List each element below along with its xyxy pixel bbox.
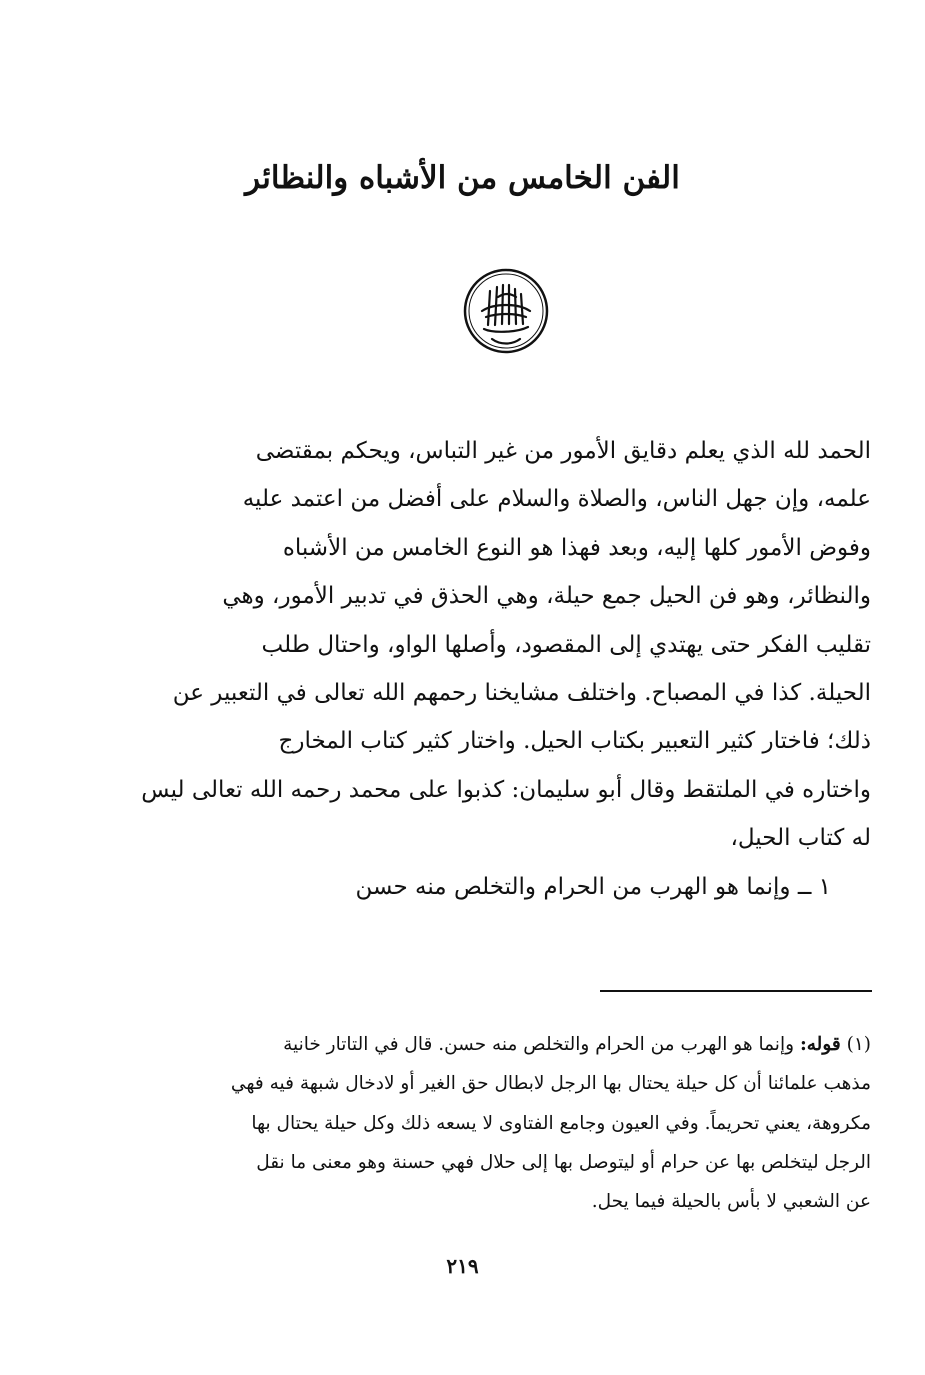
numbered-matn-line: ١ ــ وإنما هو الهرب من الحرام والتخلص منه حسن [355, 873, 831, 900]
chapter-title: الفن الخامس من الأشباه والنظائر [245, 160, 680, 196]
text-line: علمه، وإن جهل الناس، والصلاة والسلام على أفضل من اعتمد عليه [242, 486, 871, 513]
text-line: ذلك؛ فاختار كثير التعبير بكتاب الحيل. واختار كثير كتاب المخارج [278, 728, 871, 755]
footnote-line [128, 1025, 871, 1064]
footnote-marker: (١) [846, 1034, 871, 1055]
text-line: والنظائر، وهو فن الحيل جمع حيلة، وهي الحذق في تدبير الأمور، وهي [222, 583, 871, 610]
text-line: تقليب الفكر حتى يهتدي إلى المقصود، وأصلها الواو، واحتال طلب [261, 631, 871, 658]
footnote-line: مذهب علمائنا أن كل حيلة يحتال بها الرجل لابطال حق الغير أو لادخال شبهة فيه فهي [230, 1073, 871, 1095]
text-line: الحيلة. كذا في المصباح. واختلف مشايخنا رحمهم الله تعالى في التعبير عن [172, 679, 871, 706]
footnote-separator [600, 990, 872, 992]
basmala-calligraphy-seal [462, 267, 550, 355]
footnote-line: مكروهة، يعني تحريماً. وفي العيون وجامع الفتاوى لا يسعه ذلك وكل حيلة يحتال بها [251, 1112, 871, 1134]
footnote-lead: قوله: [799, 1034, 841, 1055]
footnote-text: وإنما هو الهرب من الحرام والتخلص منه حسن. قال في التاتار خانية [283, 1034, 795, 1055]
text-line: واختاره في الملتقط وقال أبو سليمان: كذبوا على محمد رحمه الله تعالى ليس [141, 776, 871, 803]
footnote-line: عن الشعبي لا بأس بالحيلة فيما يحل. [591, 1191, 871, 1213]
text-line: الحمد لله الذي يعلم دقايق الأمور من غير التباس، ويحكم بمقتضى [255, 438, 871, 464]
text-line: له كتاب الحيل، [730, 825, 871, 852]
footnotes [128, 1025, 871, 1221]
text-line: وفوض الأمور كلها إليه، وبعد فهذا هو النوع الخامس من الأشباه [282, 534, 871, 561]
footnote-line: الرجل ليتخلص بها عن حرام أو ليتوصل بها إلى حلال فهي حسنة وهو معنى ما نقل [256, 1151, 871, 1173]
page-number: ٢١٩ [446, 1254, 479, 1278]
main-text [128, 427, 871, 911]
